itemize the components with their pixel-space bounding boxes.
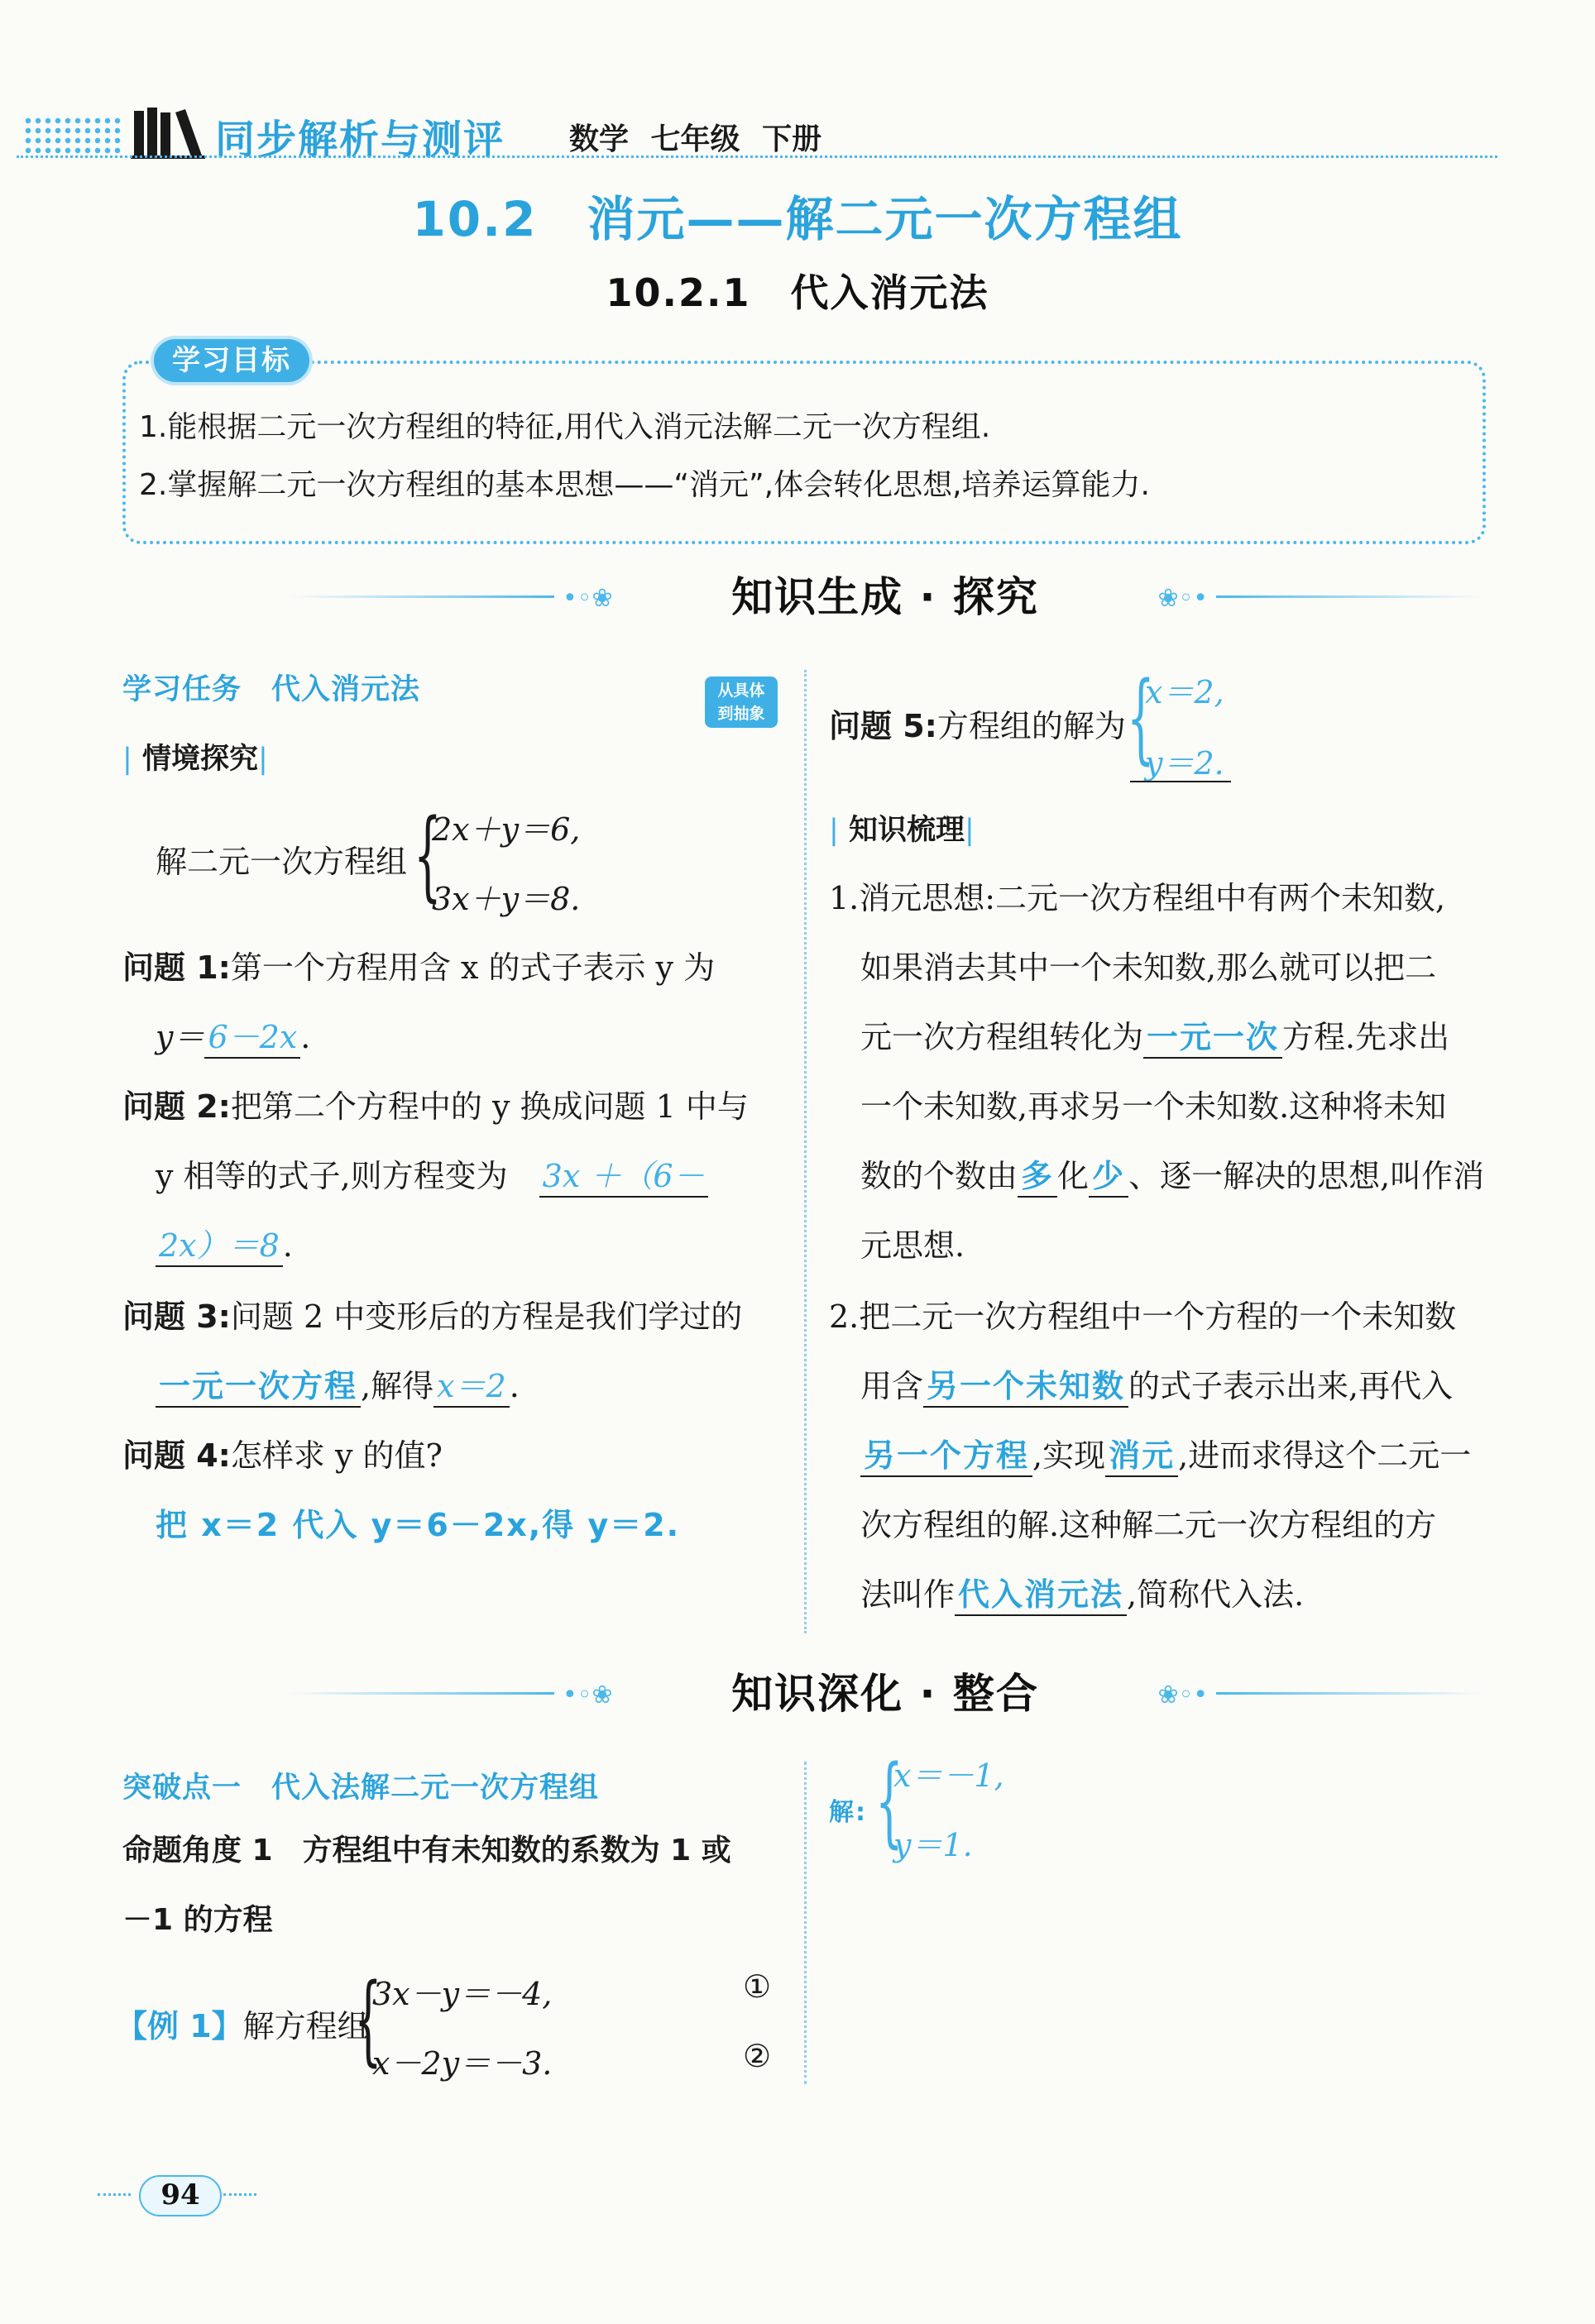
books-icon — [131, 103, 205, 160]
breakthrough-heading: 突破点一 代入法解二元一次方程组 — [122, 1772, 600, 1805]
header-rule — [17, 155, 1497, 158]
goal-item-1: 1.能根据二元一次方程组的特征,用代入消元法解二元一次方程组. — [139, 410, 991, 444]
swirl-ornament-icon: ❀◦• — [1157, 584, 1208, 613]
question-3-answer-line — [156, 1363, 520, 1409]
question-2-line-3 — [156, 1222, 293, 1269]
answer-underline — [1130, 781, 1231, 782]
answer-blank: 多 — [1018, 1158, 1057, 1198]
question-4-answer: 把 x＝2 代入 y＝6－2x,得 y＝2. — [156, 1507, 681, 1543]
summary-2-line-2 — [860, 1363, 1453, 1409]
question-label: 问题 4: — [122, 1437, 231, 1474]
question-angle-line-1: 命题角度 1 方程组中有未知数的系数为 1 或 — [122, 1834, 731, 1867]
example-1-system — [354, 1962, 784, 2084]
swirl-ornament-icon: •◦❀ — [563, 584, 613, 613]
scenario-heading: | 情境探究| — [122, 743, 268, 776]
goal-item-2: 2.掌握解二元一次方程组的基本思想——“消元”,体会转化思想,培养运算能力. — [139, 468, 1150, 502]
equation-mark-2: ② — [743, 2038, 772, 2074]
section-banner-explore — [290, 564, 1481, 630]
summary-2-line-4: 次方程组的解.这种解二元一次方程组的方 — [860, 1507, 1437, 1543]
summary-1-line-3 — [860, 1014, 1449, 1060]
answer-blank: 6－2x — [204, 1019, 300, 1059]
task-heading: 学习任务 代入消元法 — [122, 673, 421, 706]
summary-2-line-3 — [860, 1432, 1471, 1479]
summary-text: ,进而求得这个二元一 — [1178, 1437, 1472, 1474]
example-equation-2: x－2y＝－3. — [372, 2045, 553, 2082]
summary-text: 化 — [1057, 1158, 1090, 1194]
example-equation-1: 3x－y＝－4, — [372, 1976, 553, 2012]
answer-blank: 另一个方程 — [860, 1437, 1032, 1477]
knowledge-summary-heading-text: 知识梳理 — [848, 814, 965, 847]
example-1 — [116, 2003, 369, 2049]
header-dots-decoration — [23, 116, 122, 157]
question-text: 方程组的解为 — [936, 708, 1126, 744]
solution-label: 解: — [829, 1798, 867, 1827]
summary-text: 数的个数由 — [860, 1158, 1018, 1194]
badge-line-2: 到抽象 — [717, 705, 765, 723]
banner-text: 知识深化 · 整合 — [731, 1670, 1039, 1718]
knowledge-summary-heading: | 知识梳理| — [829, 814, 975, 847]
subject-grade-line: 数学 七年级 下册 — [569, 122, 822, 156]
scenario-heading-text: 情境探究 — [141, 743, 258, 776]
page-header — [23, 98, 1496, 164]
question-3 — [122, 1294, 742, 1340]
page-number: 94 — [160, 2178, 200, 2212]
question-2 — [122, 1083, 749, 1130]
summary-1-line-5 — [860, 1153, 1484, 1199]
series-title: 同步解析与测评 — [215, 117, 505, 163]
summary-text: 方程.先求出 — [1282, 1019, 1450, 1055]
summary-text: ,实现 — [1032, 1437, 1106, 1474]
question-angle-line-2: －1 的方程 — [122, 1903, 273, 1937]
answer-blank: 另一个未知数 — [923, 1368, 1128, 1408]
question-5 — [829, 703, 1126, 749]
scenario-intro: 解二元一次方程组 — [156, 844, 408, 880]
summary-2-line-1: 2.把二元一次方程组中一个方程的一个未知数 — [829, 1298, 1457, 1335]
question-2-line-2 — [156, 1153, 784, 1199]
equation-line-1: 2x＋y＝6, — [432, 811, 581, 848]
question-label: 问题 3: — [122, 1298, 231, 1335]
brace: { — [354, 1962, 382, 2076]
solution-equation-1: x＝－1, — [893, 1757, 1004, 1794]
page-number-dots-right — [223, 2193, 256, 2196]
answer-blank: 一元一次方程 — [156, 1368, 361, 1408]
answer-blank: 3x ＋（6－ — [539, 1158, 708, 1198]
summary-text: ,简称代入法. — [1127, 1576, 1305, 1613]
brace: { — [1127, 660, 1155, 774]
example-text: 解方程组 — [242, 2008, 369, 2044]
answer-blank: 少 — [1089, 1158, 1128, 1198]
swirl-ornament-icon: ❀◦• — [1157, 1681, 1208, 1710]
answer-blank: 一元一次 — [1143, 1019, 1282, 1059]
answer-suffix: . — [509, 1368, 520, 1404]
question-text: 问题 2 中变形后的方程是我们学过的 — [230, 1298, 743, 1335]
equation-line-2: 3x＋y＝8. — [432, 881, 581, 917]
answer-text: ,解得 — [361, 1368, 434, 1404]
summary-text: 、逐一解决的思想,叫作消 — [1128, 1158, 1485, 1194]
question-text: 把第二个方程中的 y 换成问题 1 中与 — [230, 1088, 749, 1125]
concrete-to-abstract-badge — [705, 677, 778, 728]
column-divider — [804, 1762, 807, 2084]
swirl-ornament-icon: •◦❀ — [563, 1681, 613, 1710]
section-banner-deepen — [290, 1661, 1481, 1727]
badge-line-1: 从具体 — [717, 681, 765, 700]
learning-goals-box — [122, 361, 1486, 544]
question-1-answer-line — [156, 1014, 310, 1060]
equation-mark-1: ① — [743, 1968, 772, 2005]
question-label: 问题 2: — [122, 1088, 231, 1125]
answer-blank: 2x）＝8 — [156, 1227, 283, 1267]
solution-system — [875, 1743, 1074, 1866]
answer-equation-1: x＝2, — [1145, 674, 1224, 710]
summary-text: 元一次方程组转化为 — [860, 1019, 1144, 1055]
answer-prefix: y＝ — [156, 1019, 205, 1055]
question-text: 怎样求 y 的值? — [230, 1437, 443, 1474]
brace: { — [414, 797, 442, 911]
question-5-answer-system — [1127, 660, 1325, 789]
page-number-dots-left — [98, 2193, 131, 2196]
solution-equation-2: y＝1. — [893, 1827, 973, 1863]
question-text: 第一个方程用含 x 的式子表示 y 为 — [230, 949, 716, 986]
answer-equation-2: y＝2. — [1145, 745, 1224, 782]
banner-text: 知识生成 · 探究 — [731, 573, 1039, 621]
question-4 — [122, 1432, 443, 1479]
chapter-title: 10.2 消元——解二元一次方程组 — [412, 191, 1183, 247]
question-label: 问题 5: — [829, 708, 937, 744]
question-label: 问题 1: — [122, 949, 231, 986]
summary-text: 法叫作 — [860, 1576, 956, 1613]
column-divider — [804, 670, 807, 1633]
answer-suffix: . — [300, 1019, 311, 1055]
question-1 — [122, 944, 715, 991]
answer-blank: 消元 — [1105, 1437, 1178, 1477]
learning-goals-tag: 学习目标 — [154, 339, 309, 382]
banner-rule-right — [1216, 1692, 1481, 1695]
example-label: 【例 1】 — [116, 2008, 243, 2044]
summary-2-line-5 — [860, 1571, 1304, 1618]
summary-1-line-1: 1.消元思想:二元一次方程组中有两个未知数, — [829, 880, 1446, 916]
summary-1-line-6: 元思想. — [860, 1227, 965, 1264]
answer-blank: 代入消元法 — [955, 1576, 1127, 1616]
equation-system-1 — [414, 797, 662, 920]
brace: { — [875, 1743, 903, 1858]
summary-1-line-4: 一个未知数,再求另一个未知数.这种将未知 — [860, 1088, 1447, 1125]
answer-blank: x＝2 — [433, 1368, 510, 1408]
answer-suffix: . — [282, 1227, 293, 1264]
banner-rule-right — [1216, 595, 1481, 598]
summary-text: 的式子表示出来,再代入 — [1128, 1368, 1454, 1404]
summary-text: 用含 — [860, 1368, 924, 1404]
section-title: 10.2.1 代入消元法 — [606, 270, 989, 315]
question-text: y 相等的式子,则方程变为 — [156, 1158, 508, 1194]
summary-1-line-2: 如果消去其中一个未知数,那么就可以把二 — [860, 949, 1437, 986]
page-number-badge — [98, 2175, 255, 2216]
